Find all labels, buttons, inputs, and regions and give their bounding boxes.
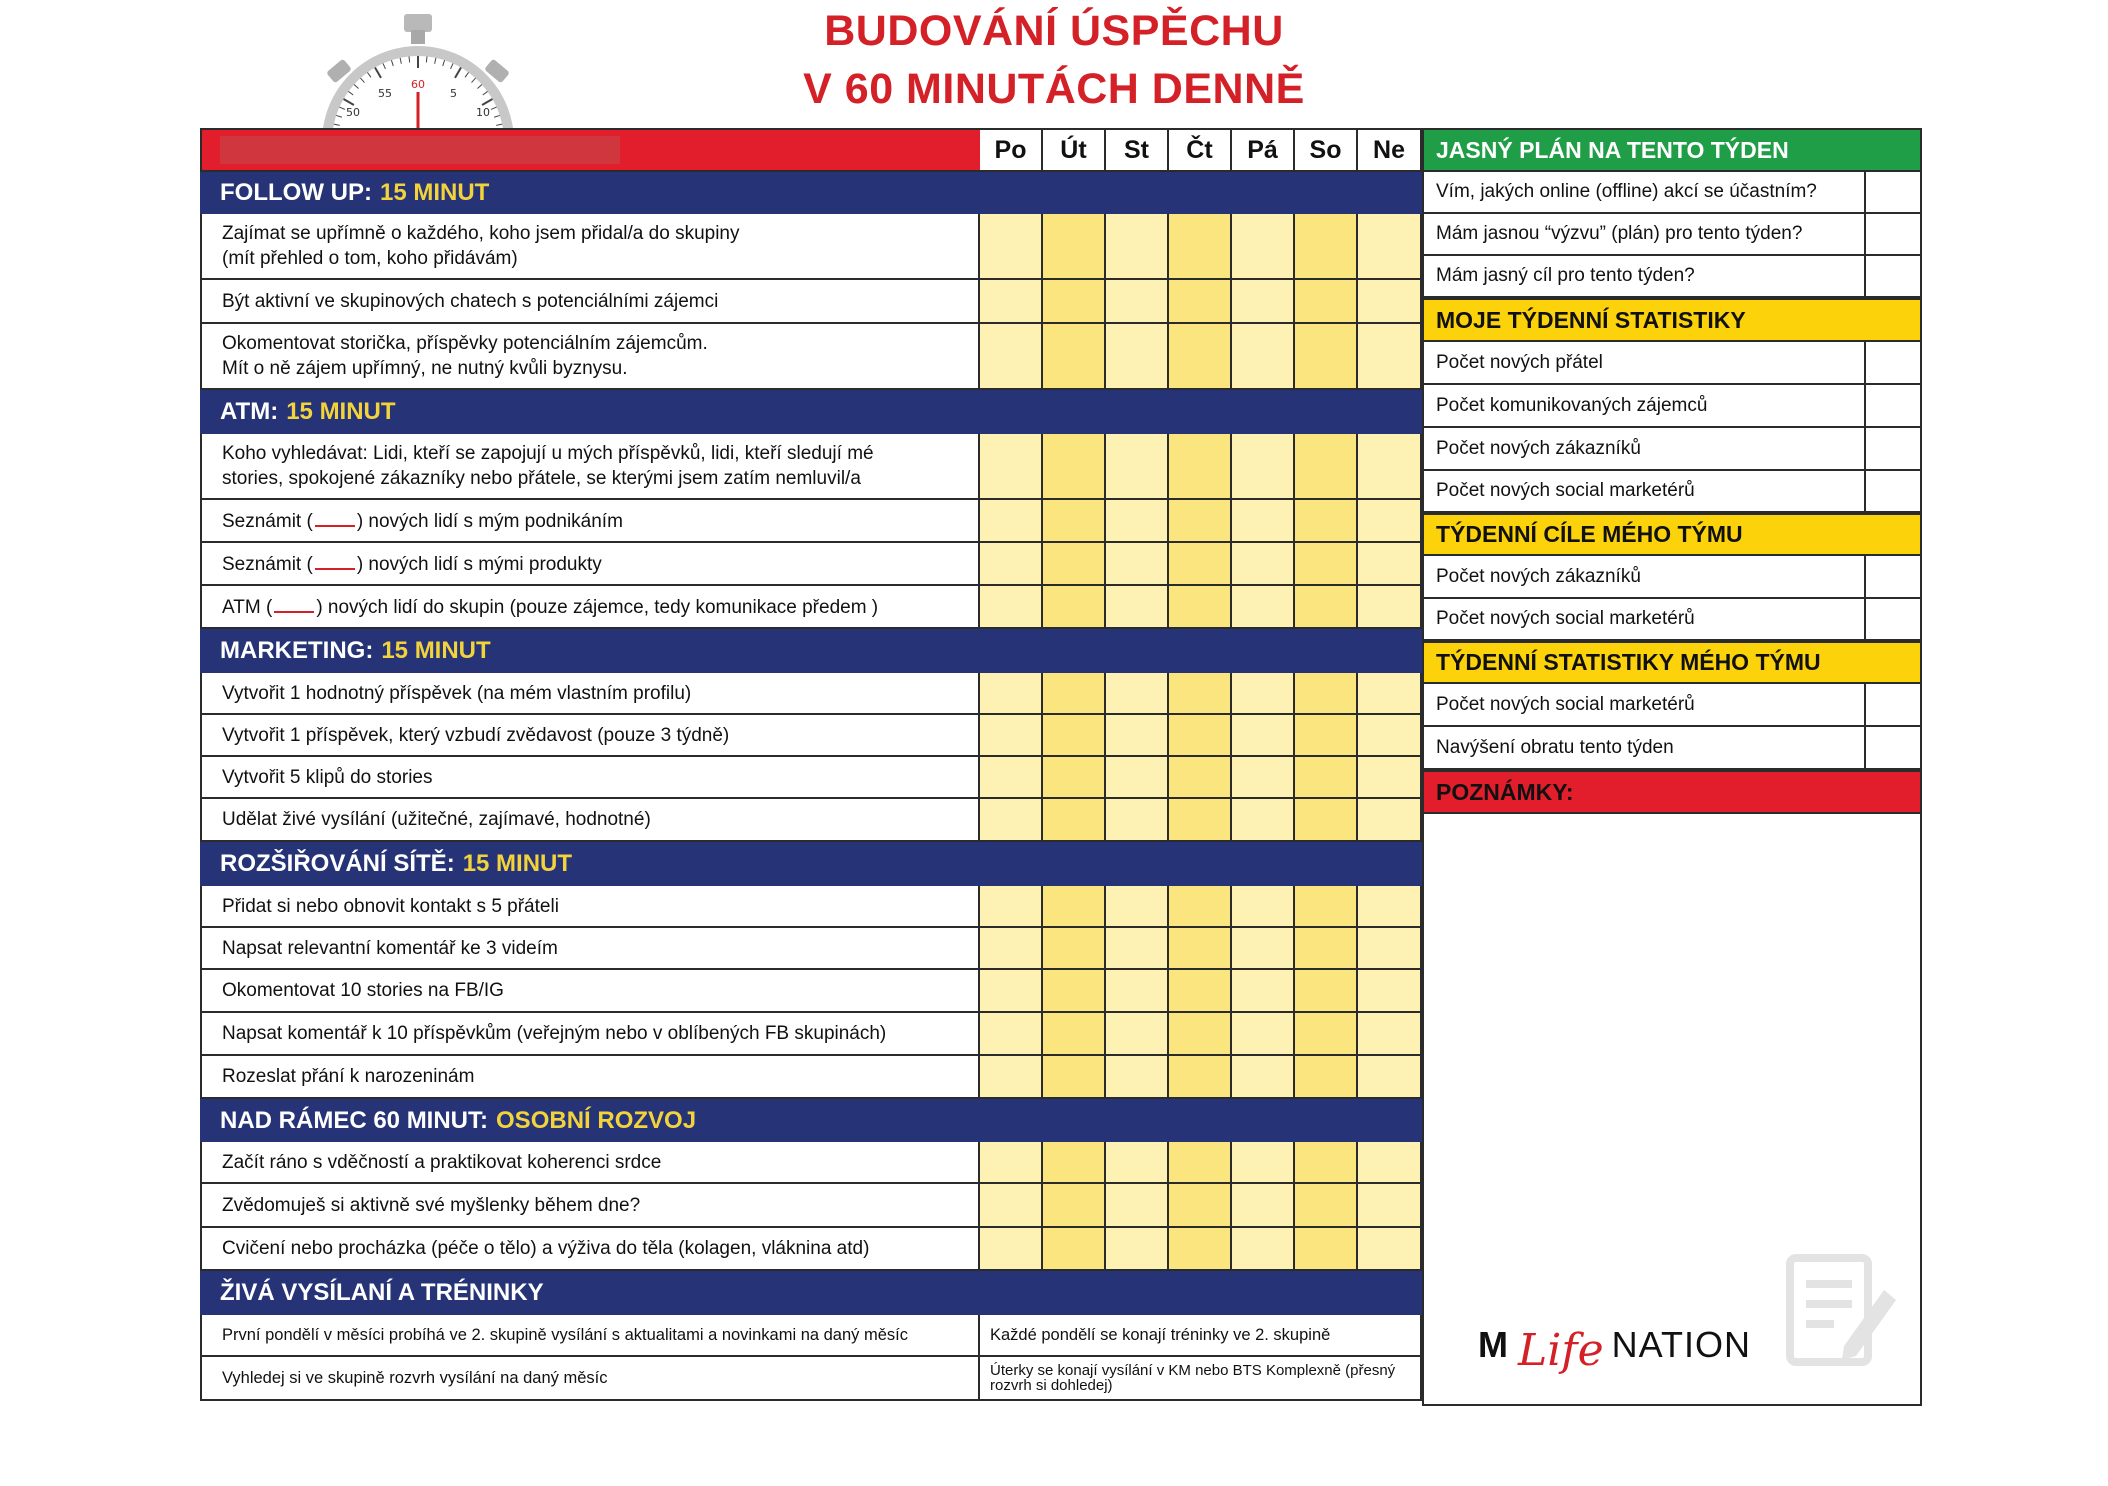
day-checkbox-pá[interactable] — [1232, 543, 1295, 586]
day-checkbox-ne[interactable] — [1358, 673, 1422, 715]
day-header: Čt — [1169, 128, 1232, 172]
panel-item — [1422, 684, 1922, 727]
day-checkbox-čt[interactable] — [1169, 1142, 1232, 1184]
day-checkbox-út[interactable] — [1043, 1228, 1106, 1271]
task-text: Napsat relevantní komentář ke 3 videím — [222, 937, 558, 959]
task-row — [200, 1228, 1422, 1271]
section-header — [200, 172, 1422, 214]
day-header: So — [1295, 128, 1358, 172]
day-checkbox-ne[interactable] — [1358, 543, 1422, 586]
day-checkbox-čt[interactable] — [1169, 799, 1232, 842]
panel-header-stats — [1422, 298, 1922, 342]
day-checkbox-ne[interactable] — [1358, 214, 1422, 280]
day-checkbox-so[interactable] — [1295, 886, 1358, 928]
task-row — [200, 928, 1422, 970]
section-title: NAD RÁMEC 60 MINUT: — [220, 1106, 489, 1134]
mlife-nation-logo — [1478, 1306, 1751, 1376]
day-checkbox-ne[interactable] — [1358, 970, 1422, 1013]
task-text: Seznámit ( — [222, 554, 313, 575]
day-checkbox-po[interactable] — [980, 886, 1043, 928]
day-checkbox-so[interactable] — [1295, 799, 1358, 842]
panel-header-title: POZNÁMKY: — [1436, 778, 1574, 805]
day-checkbox-st[interactable] — [1106, 434, 1169, 500]
panel-item-input-box[interactable] — [1864, 214, 1920, 254]
section-title: FOLLOW UP: — [220, 179, 372, 206]
panel-item-label: Počet nových social marketérů — [1436, 608, 1695, 629]
panel-item-input-box[interactable] — [1864, 428, 1920, 469]
task-label — [200, 500, 980, 543]
day-checkbox-čt[interactable] — [1169, 434, 1232, 500]
day-checkbox-po[interactable] — [980, 1013, 1043, 1056]
panel-item-input-box[interactable] — [1864, 342, 1920, 383]
day-checkbox-po[interactable] — [980, 928, 1043, 970]
task-row — [200, 886, 1422, 928]
day-checkbox-pá[interactable] — [1232, 757, 1295, 799]
day-checkbox-so[interactable] — [1295, 280, 1358, 324]
day-checkbox-út[interactable] — [1043, 586, 1106, 629]
day-checkbox-čt[interactable] — [1169, 886, 1232, 928]
day-checkbox-so[interactable] — [1295, 715, 1358, 757]
day-checkbox-pá[interactable] — [1232, 1228, 1295, 1271]
day-checkbox-ne[interactable] — [1358, 757, 1422, 799]
day-header: Po — [980, 128, 1043, 172]
task-text: Napsat komentář k 10 příspěvkům (veřejným nebo v oblíbených FB skupinách) — [222, 1023, 887, 1044]
task-text: Být aktivní ve skupinových chatech s potenciálními zájemci — [222, 290, 719, 312]
panel-item-label: Počet nových social marketérů — [1436, 480, 1695, 501]
panel-item-input-box[interactable] — [1864, 172, 1920, 212]
day-checkbox-st[interactable] — [1106, 970, 1169, 1013]
day-checkbox-út[interactable] — [1043, 673, 1106, 715]
day-checkbox-čt[interactable] — [1169, 324, 1232, 390]
day-checkbox-st[interactable] — [1106, 757, 1169, 799]
task-text: Seznámit ( — [222, 511, 313, 532]
task-row — [200, 543, 1422, 586]
day-checkbox-so[interactable] — [1295, 1013, 1358, 1056]
panel-header-title: MOJE TÝDENNÍ STATISTIKY — [1436, 306, 1746, 333]
title-line-2: V 60 MINUTÁCH DENNĚ — [803, 65, 1305, 113]
section-title: ATM: — [220, 398, 279, 425]
task-text: Vytvořit 1 příspěvek, který vzbudí zvědavost (pouze 3 týdně) — [222, 724, 730, 746]
panel-item-label: Navýšení obratu tento týden — [1436, 736, 1674, 758]
day-checkbox-po[interactable] — [980, 1228, 1043, 1271]
day-checkbox-so[interactable] — [1295, 928, 1358, 970]
panel-item — [1422, 256, 1922, 298]
day-checkbox-čt[interactable] — [1169, 1013, 1232, 1056]
day-checkbox-pá[interactable] — [1232, 1184, 1295, 1228]
panel-item-input-box[interactable] — [1864, 556, 1920, 597]
day-checkbox-pá[interactable] — [1232, 673, 1295, 715]
count-blank-field[interactable] — [274, 593, 314, 613]
day-checkbox-st[interactable] — [1106, 280, 1169, 324]
day-checkbox-út[interactable] — [1043, 715, 1106, 757]
day-checkbox-st[interactable] — [1106, 1142, 1169, 1184]
day-checkbox-út[interactable] — [1043, 434, 1106, 500]
task-label — [200, 673, 980, 715]
day-checkbox-po[interactable] — [980, 970, 1043, 1013]
day-checkbox-po[interactable] — [980, 434, 1043, 500]
day-checkbox-út[interactable] — [1043, 280, 1106, 324]
task-row — [200, 1315, 1422, 1357]
task-label — [200, 1357, 980, 1401]
task-text: Přidat si nebo obnovit kontakt s 5 přáteli — [222, 895, 559, 917]
task-label — [200, 1142, 980, 1184]
day-checkbox-čt[interactable] — [1169, 500, 1232, 543]
day-checkbox-st[interactable] — [1106, 799, 1169, 842]
day-header: St — [1106, 128, 1169, 172]
live-schedule-cell — [980, 1315, 1422, 1357]
day-checkbox-út[interactable] — [1043, 1184, 1106, 1228]
panel-item — [1422, 172, 1922, 214]
day-checkbox-čt[interactable] — [1169, 214, 1232, 280]
day-checkbox-ne[interactable] — [1358, 324, 1422, 390]
notepad-pencil-icon — [1784, 1250, 1904, 1370]
task-row — [200, 1142, 1422, 1184]
task-row — [200, 1013, 1422, 1056]
panel-header-title: JASNÝ PLÁN NA TENTO TÝDEN — [1436, 136, 1789, 163]
day-checkbox-út[interactable] — [1043, 970, 1106, 1013]
day-checkbox-po[interactable] — [980, 586, 1043, 629]
task-text: ATM ( — [222, 597, 273, 618]
day-checkbox-pá[interactable] — [1232, 1013, 1295, 1056]
day-checkbox-ne[interactable] — [1358, 1184, 1422, 1228]
day-checkbox-st[interactable] — [1106, 324, 1169, 390]
day-checkbox-ne[interactable] — [1358, 1228, 1422, 1271]
count-blank-field[interactable] — [315, 550, 355, 570]
task-text: Okomentovat 10 stories na FB/IG — [222, 980, 504, 1001]
panel-item — [1422, 214, 1922, 256]
stopwatch-tick-label: 60 — [411, 78, 425, 91]
day-checkbox-pá[interactable] — [1232, 886, 1295, 928]
header-red-bar — [200, 128, 980, 172]
day-checkbox-st[interactable] — [1106, 886, 1169, 928]
task-label — [200, 799, 980, 842]
day-checkbox-po[interactable] — [980, 1142, 1043, 1184]
day-checkbox-po[interactable] — [980, 673, 1043, 715]
day-checkbox-út[interactable] — [1043, 1013, 1106, 1056]
task-label — [200, 1184, 980, 1228]
section-duration: 15 MINUT — [286, 398, 396, 425]
day-checkbox-st[interactable] — [1106, 1056, 1169, 1099]
day-checkbox-st[interactable] — [1106, 214, 1169, 280]
task-row — [200, 799, 1422, 842]
day-checkbox-ne[interactable] — [1358, 1056, 1422, 1099]
day-checkbox-út[interactable] — [1043, 799, 1106, 842]
day-checkbox-po[interactable] — [980, 500, 1043, 543]
day-checkbox-čt[interactable] — [1169, 1184, 1232, 1228]
task-row — [200, 1056, 1422, 1099]
panel-item — [1422, 471, 1922, 513]
day-checkbox-pá[interactable] — [1232, 970, 1295, 1013]
day-checkbox-čt[interactable] — [1169, 928, 1232, 970]
logo-m: M — [1478, 1324, 1508, 1365]
day-checkbox-so[interactable] — [1295, 1142, 1358, 1184]
task-text: Cvičení nebo procházka (péče o tělo) a výživa do těla (kolagen, vláknina atd) — [222, 1238, 870, 1259]
task-row — [200, 1357, 1422, 1401]
panel-item-label: Počet nových social marketérů — [1436, 693, 1695, 715]
count-blank-field[interactable] — [315, 507, 355, 527]
day-checkbox-út[interactable] — [1043, 757, 1106, 799]
task-text: stories, spokojené zákazníky nebo přátele, se kterými jsem zatím nemluvil/a — [222, 468, 861, 489]
panel-item — [1422, 727, 1922, 770]
day-checkbox-čt[interactable] — [1169, 543, 1232, 586]
panel-item-label: Počet nových zákazníků — [1436, 437, 1641, 459]
panel-item-input-box[interactable] — [1864, 471, 1920, 511]
section-title: ŽIVÁ VYSÍLANÍ A TRÉNINKY — [220, 1279, 544, 1306]
task-row — [200, 1184, 1422, 1228]
task-text: Koho vyhledávat: Lidi, kteří se zapojují u mých příspěvků, lidi, kteří sledují mé — [222, 443, 874, 464]
panel-item — [1422, 599, 1922, 641]
task-label — [200, 586, 980, 629]
task-label — [200, 1315, 980, 1357]
task-label — [200, 280, 980, 324]
task-label — [200, 1228, 980, 1271]
day-checkbox-po[interactable] — [980, 757, 1043, 799]
day-checkbox-st[interactable] — [1106, 500, 1169, 543]
day-checkbox-čt[interactable] — [1169, 1056, 1232, 1099]
task-row — [200, 500, 1422, 543]
section-header — [200, 842, 1422, 886]
day-checkbox-po[interactable] — [980, 324, 1043, 390]
day-checkbox-pá[interactable] — [1232, 586, 1295, 629]
day-checkbox-čt[interactable] — [1169, 1228, 1232, 1271]
panel-header-plan — [1422, 128, 1922, 172]
section-duration: 15 MINUT — [462, 850, 573, 877]
panel-item-input-box[interactable] — [1864, 385, 1920, 426]
stopwatch-tick-label: 50 — [346, 106, 360, 119]
day-checkbox-so[interactable] — [1295, 673, 1358, 715]
day-checkbox-po[interactable] — [980, 1184, 1043, 1228]
day-checkbox-pá[interactable] — [1232, 434, 1295, 500]
panel-item — [1422, 428, 1922, 471]
day-checkbox-út[interactable] — [1043, 886, 1106, 928]
section-header — [200, 1099, 1422, 1142]
day-checkbox-st[interactable] — [1106, 1228, 1169, 1271]
task-label — [200, 543, 980, 586]
task-text: Mít o ně zájem upřímný, ne nutný kvůli byznysu. — [222, 358, 628, 379]
task-text: Rozeslat přání k narozeninám — [222, 1066, 475, 1087]
day-checkbox-pá[interactable] — [1232, 928, 1295, 970]
day-checkbox-po[interactable] — [980, 543, 1043, 586]
day-checkbox-čt[interactable] — [1169, 715, 1232, 757]
day-checkbox-pá[interactable] — [1232, 715, 1295, 757]
task-text: Zvědomuješ si aktivně své myšlenky během dne? — [222, 1194, 641, 1216]
task-row — [200, 586, 1422, 629]
day-checkbox-so[interactable] — [1295, 214, 1358, 280]
logo-life: Life — [1518, 1325, 1604, 1376]
day-checkbox-pá[interactable] — [1232, 324, 1295, 390]
day-checkbox-so[interactable] — [1295, 757, 1358, 799]
task-row — [200, 673, 1422, 715]
panel-header-title: TÝDENNÍ CÍLE MÉHO TÝMU — [1436, 521, 1743, 547]
section-header — [200, 629, 1422, 673]
logo-nation: NATION — [1611, 1324, 1751, 1365]
day-checkbox-út[interactable] — [1043, 928, 1106, 970]
panel-header-title: TÝDENNÍ STATISTIKY MÉHO TÝMU — [1436, 649, 1821, 675]
day-checkbox-čt[interactable] — [1169, 673, 1232, 715]
day-checkbox-ne[interactable] — [1358, 1013, 1422, 1056]
day-checkbox-čt[interactable] — [1169, 970, 1232, 1013]
day-checkbox-pá[interactable] — [1232, 214, 1295, 280]
day-checkbox-so[interactable] — [1295, 500, 1358, 543]
task-text: ) nových lidí s mým podnikáním — [356, 511, 623, 532]
panel-item-label: Počet nových přátel — [1436, 351, 1603, 373]
day-checkbox-po[interactable] — [980, 799, 1043, 842]
day-checkbox-ne[interactable] — [1358, 928, 1422, 970]
live-schedule-cell — [980, 1357, 1422, 1401]
panel-item-input-box[interactable] — [1864, 727, 1920, 768]
live-info-text: Vyhledej si ve skupině rozvrh vysílání na daný měsíc — [222, 1368, 608, 1387]
day-header: Út — [1043, 128, 1106, 172]
day-checkbox-so[interactable] — [1295, 586, 1358, 629]
section-duration: OSOBNÍ ROZVOJ — [496, 1106, 697, 1134]
day-checkbox-ne[interactable] — [1358, 434, 1422, 500]
task-label — [200, 928, 980, 970]
panel-item — [1422, 385, 1922, 428]
panel-item-input-box[interactable] — [1864, 256, 1920, 296]
task-label — [200, 757, 980, 799]
task-label — [200, 1056, 980, 1099]
day-checkbox-ne[interactable] — [1358, 1142, 1422, 1184]
panel-item — [1422, 556, 1922, 599]
day-checkbox-ne[interactable] — [1358, 799, 1422, 842]
task-row — [200, 715, 1422, 757]
task-text: ) nových lidí s mými produkty — [356, 554, 602, 575]
live-info-text: První pondělí v měsíci probíhá ve 2. skupině vysílání s aktualitami a novinkami na daný měsíc — [222, 1325, 908, 1344]
task-row — [200, 214, 1422, 280]
day-checkbox-pá[interactable] — [1232, 799, 1295, 842]
task-label — [200, 434, 980, 500]
section-duration: 15 MINUT — [381, 637, 491, 664]
day-checkbox-st[interactable] — [1106, 1184, 1169, 1228]
task-text: (mít přehled o tom, koho přidávám) — [222, 248, 518, 269]
task-row — [200, 324, 1422, 390]
day-checkbox-út[interactable] — [1043, 543, 1106, 586]
task-text: Udělat živé vysílání (užitečné, zajímavé, hodnotné) — [222, 809, 651, 830]
stopwatch-tick-label: 5 — [450, 87, 457, 100]
task-text: ) nových lidí do skupin (pouze zájemce, tedy komunikace předem ) — [316, 597, 879, 618]
day-checkbox-út[interactable] — [1043, 1142, 1106, 1184]
section-header — [200, 390, 1422, 434]
day-checkbox-pá[interactable] — [1232, 500, 1295, 543]
panel-header-notes — [1422, 770, 1922, 814]
day-checkbox-út[interactable] — [1043, 214, 1106, 280]
task-label — [200, 324, 980, 390]
title-line-1: BUDOVÁNÍ ÚSPĚCHU — [824, 7, 1284, 55]
live-schedule-text: Každé pondělí se konají tréninky ve 2. skupině — [990, 1325, 1331, 1344]
day-checkbox-pá[interactable] — [1232, 1142, 1295, 1184]
day-checkbox-so[interactable] — [1295, 1056, 1358, 1099]
day-checkbox-so[interactable] — [1295, 1184, 1358, 1228]
task-text: Okomentovat storička, příspěvky potenciálním zájemcům. — [222, 333, 708, 354]
panel-header-team-stats — [1422, 641, 1922, 684]
section-header — [200, 1271, 1422, 1315]
day-checkbox-po[interactable] — [980, 1056, 1043, 1099]
day-checkbox-st[interactable] — [1106, 715, 1169, 757]
live-schedule-text: Úterky se konají vysílání v KM nebo BTS Komplexně (přesný rozvrh si dohledej) — [990, 1362, 1396, 1394]
day-checkbox-út[interactable] — [1043, 500, 1106, 543]
stopwatch-tick-label: 10 — [476, 106, 490, 119]
panel-item — [1422, 342, 1922, 385]
day-checkbox-čt[interactable] — [1169, 757, 1232, 799]
section-title: MARKETING: — [220, 637, 374, 664]
day-checkbox-čt[interactable] — [1169, 586, 1232, 629]
day-checkbox-út[interactable] — [1043, 1056, 1106, 1099]
day-checkbox-čt[interactable] — [1169, 280, 1232, 324]
day-checkbox-ne[interactable] — [1358, 886, 1422, 928]
panel-item-label: Vím, jakých online (offline) akcí se účastním? — [1436, 181, 1817, 202]
task-label — [200, 715, 980, 757]
panel-item-input-box[interactable] — [1864, 684, 1920, 725]
day-checkbox-ne[interactable] — [1358, 586, 1422, 629]
day-checkbox-po[interactable] — [980, 715, 1043, 757]
section-title: ROZŠIŘOVÁNÍ SÍTĚ: — [220, 850, 455, 877]
stopwatch-icon — [318, 12, 518, 130]
day-checkbox-pá[interactable] — [1232, 280, 1295, 324]
task-text: Vytvořit 1 hodnotný příspěvek (na mém vlastním profilu) — [222, 682, 692, 704]
day-checkbox-út[interactable] — [1043, 324, 1106, 390]
task-row — [200, 434, 1422, 500]
section-duration: 15 MINUT — [379, 179, 490, 206]
task-label — [200, 1013, 980, 1056]
day-checkbox-so[interactable] — [1295, 324, 1358, 390]
task-row — [200, 757, 1422, 799]
task-label — [200, 214, 980, 280]
panel-item-label: Mám jasnou “výzvu” (plán) pro tento týden? — [1436, 223, 1803, 244]
panel-header-team-goals — [1422, 513, 1922, 556]
task-row — [200, 970, 1422, 1013]
task-text: Vytvořit 5 klipů do stories — [222, 766, 433, 788]
day-checkbox-pá[interactable] — [1232, 1056, 1295, 1099]
task-label — [200, 886, 980, 928]
panel-item-label: Počet nových zákazníků — [1436, 565, 1641, 587]
day-checkbox-so[interactable] — [1295, 970, 1358, 1013]
day-checkbox-po[interactable] — [980, 214, 1043, 280]
day-checkbox-st[interactable] — [1106, 543, 1169, 586]
day-checkbox-so[interactable] — [1295, 434, 1358, 500]
task-text: Začít ráno s vděčností a praktikovat koherenci srdce — [222, 1151, 662, 1173]
day-checkbox-po[interactable] — [980, 280, 1043, 324]
task-text: Zajímat se upřímně o každého, koho jsem přidal/a do skupiny — [222, 223, 740, 244]
day-header: Pá — [1232, 128, 1295, 172]
task-row — [200, 280, 1422, 324]
day-checkbox-st[interactable] — [1106, 1013, 1169, 1056]
day-header: Ne — [1358, 128, 1422, 172]
task-label — [200, 970, 980, 1013]
day-checkbox-so[interactable] — [1295, 543, 1358, 586]
panel-item-label: Počet komunikovaných zájemců — [1436, 394, 1708, 416]
day-checkbox-ne[interactable] — [1358, 280, 1422, 324]
day-checkbox-st[interactable] — [1106, 928, 1169, 970]
day-checkbox-st[interactable] — [1106, 586, 1169, 629]
day-checkbox-st[interactable] — [1106, 673, 1169, 715]
day-checkbox-so[interactable] — [1295, 1228, 1358, 1271]
day-checkbox-ne[interactable] — [1358, 500, 1422, 543]
panel-item-input-box[interactable] — [1864, 599, 1920, 639]
page-title — [0, 2, 2108, 118]
day-checkbox-ne[interactable] — [1358, 715, 1422, 757]
panel-item-label: Mám jasný cíl pro tento týden? — [1436, 265, 1695, 286]
stopwatch-tick-label: 55 — [378, 87, 392, 100]
